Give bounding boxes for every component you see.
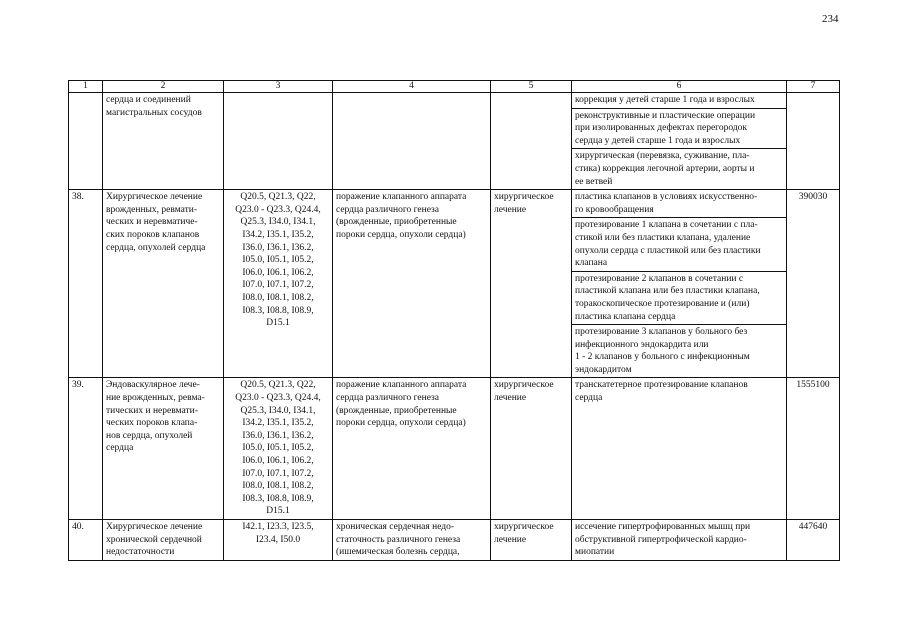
method-item: протезирование 1 клапана в сочетании с пла- стикой или без пластики клапана, удаление опухоли сердца с пластикой или без пластики клапана bbox=[572, 218, 786, 271]
table-row bbox=[69, 520, 840, 561]
cell-name: Хирургическое лечение врожденных, ревмати- ческих и неревматиче- ских пороков клапанов сердца, опухолей сердца bbox=[103, 190, 224, 378]
method-item: реконструктивные и пластические операции при изолированных дефектах перегородок сердца у детей старше 1 года и взрослых bbox=[572, 108, 786, 149]
method-item: пластика клапанов в условиях искусственно- го кровообращения bbox=[572, 190, 786, 218]
cell-name: Эндоваскулярное лече- ние врожденных, ревма- тических и неревмати- ческих пороков клапа- нов сердца, опухолей сердца bbox=[103, 378, 224, 520]
cell-name: сердца и соединений магистральных сосудов bbox=[103, 93, 224, 190]
cell-num: 38. bbox=[69, 190, 103, 378]
cell-num: 39. bbox=[69, 378, 103, 520]
header-col-5: 5 bbox=[491, 81, 572, 93]
cell-methods: иссечение гипертрофированных мышц при обструктивной гипертрофической кардио- миопатии bbox=[572, 520, 787, 561]
cell-codes: Q20.5, Q21.3, Q22, Q23.0 - Q23.3, Q24.4, Q25.3, I34.0, I34.1, I34.2, I35.1, I35.2, I36.0, I36.1, I36.2, I05.0, I05.1, I05.2, I06.0, I06.1, I06.2, I07.0, I07.1, I07.2, I08.0, I08.1, I08.2, I08.3, I08.8, I08.9, D15.1 bbox=[224, 378, 333, 520]
cell-diagnosis: поражение клапанного аппарата сердца различного генеза (врожденные, приобретенные пороки сердца, опухоли сердца) bbox=[333, 378, 491, 520]
header-col-7: 7 bbox=[787, 81, 840, 93]
cell-treatment: хирургическое лечение bbox=[491, 520, 572, 561]
cell-treatment: хирургическое лечение bbox=[491, 190, 572, 378]
cell-cost: 447640 bbox=[787, 520, 840, 561]
table-row bbox=[69, 378, 840, 520]
table-row bbox=[69, 190, 840, 378]
cell-codes: I42.1, I23.3, I23.5, I23.4, I50.0 bbox=[224, 520, 333, 561]
cell-codes: Q20.5, Q21.3, Q22, Q23.0 - Q23.3, Q24.4, Q25.3, I34.0, I34.1, I34.2, I35.1, I35.2, I36.0, I36.1, I36.2, I05.0, I05.1, I05.2, I06.0, I06.1, I06.2, I07.0, I07.1, I07.2, I08.0, I08.1, I08.2, I08.3, I08.8, I08.9, D15.1 bbox=[224, 190, 333, 378]
cell-cost: 1555100 bbox=[787, 378, 840, 520]
page-number: 234 bbox=[822, 13, 839, 25]
header-col-1: 1 bbox=[69, 81, 103, 93]
method-item: хирургическая (перевязка, суживание, пла- стика) коррекция легочной артерии, аорты и ее ветвей bbox=[575, 151, 755, 187]
method-item: коррекция у детей старше 1 года и взрослых bbox=[572, 93, 786, 108]
table-row-continuation bbox=[69, 93, 840, 190]
cell-treatment: хирургическое лечение bbox=[491, 378, 572, 520]
cell-name: Хирургическое лечение хронической сердечной недостаточности bbox=[103, 520, 224, 561]
treatment-table bbox=[68, 80, 840, 561]
cell-treatment bbox=[491, 93, 572, 190]
header-col-2: 2 bbox=[103, 81, 224, 93]
method-item: протезирование 3 клапанов у больного без инфекционного эндокардита или 1 - 2 клапанов у больного с инфекционным эндокардитом bbox=[575, 327, 750, 375]
cell-methods bbox=[572, 190, 787, 378]
cell-num: 40. bbox=[69, 520, 103, 561]
cell-diagnosis bbox=[333, 93, 491, 190]
header-col-6: 6 bbox=[572, 81, 787, 93]
cell-codes bbox=[224, 93, 333, 190]
header-row bbox=[69, 81, 840, 93]
cell-cost bbox=[787, 93, 840, 190]
cell-num bbox=[69, 93, 103, 190]
cell-diagnosis: хроническая сердечная недо- статочность различного генеза (ишемическая болезнь сердца, bbox=[333, 520, 491, 561]
header-col-4: 4 bbox=[333, 81, 491, 93]
header-col-3: 3 bbox=[224, 81, 333, 93]
cell-methods bbox=[572, 93, 787, 190]
cell-methods: транскатетерное протезирование клапанов сердца bbox=[572, 378, 787, 520]
cell-cost: 390030 bbox=[787, 190, 840, 378]
method-item: протезирование 2 клапанов в сочетании с пластикой клапана или без пластики клапана, торакоскопическое протезирование и (или) пластика клапана сердца bbox=[572, 271, 786, 324]
cell-diagnosis: поражение клапанного аппарата сердца различного генеза (врожденные, приобретенные пороки сердца, опухоли сердца) bbox=[333, 190, 491, 378]
